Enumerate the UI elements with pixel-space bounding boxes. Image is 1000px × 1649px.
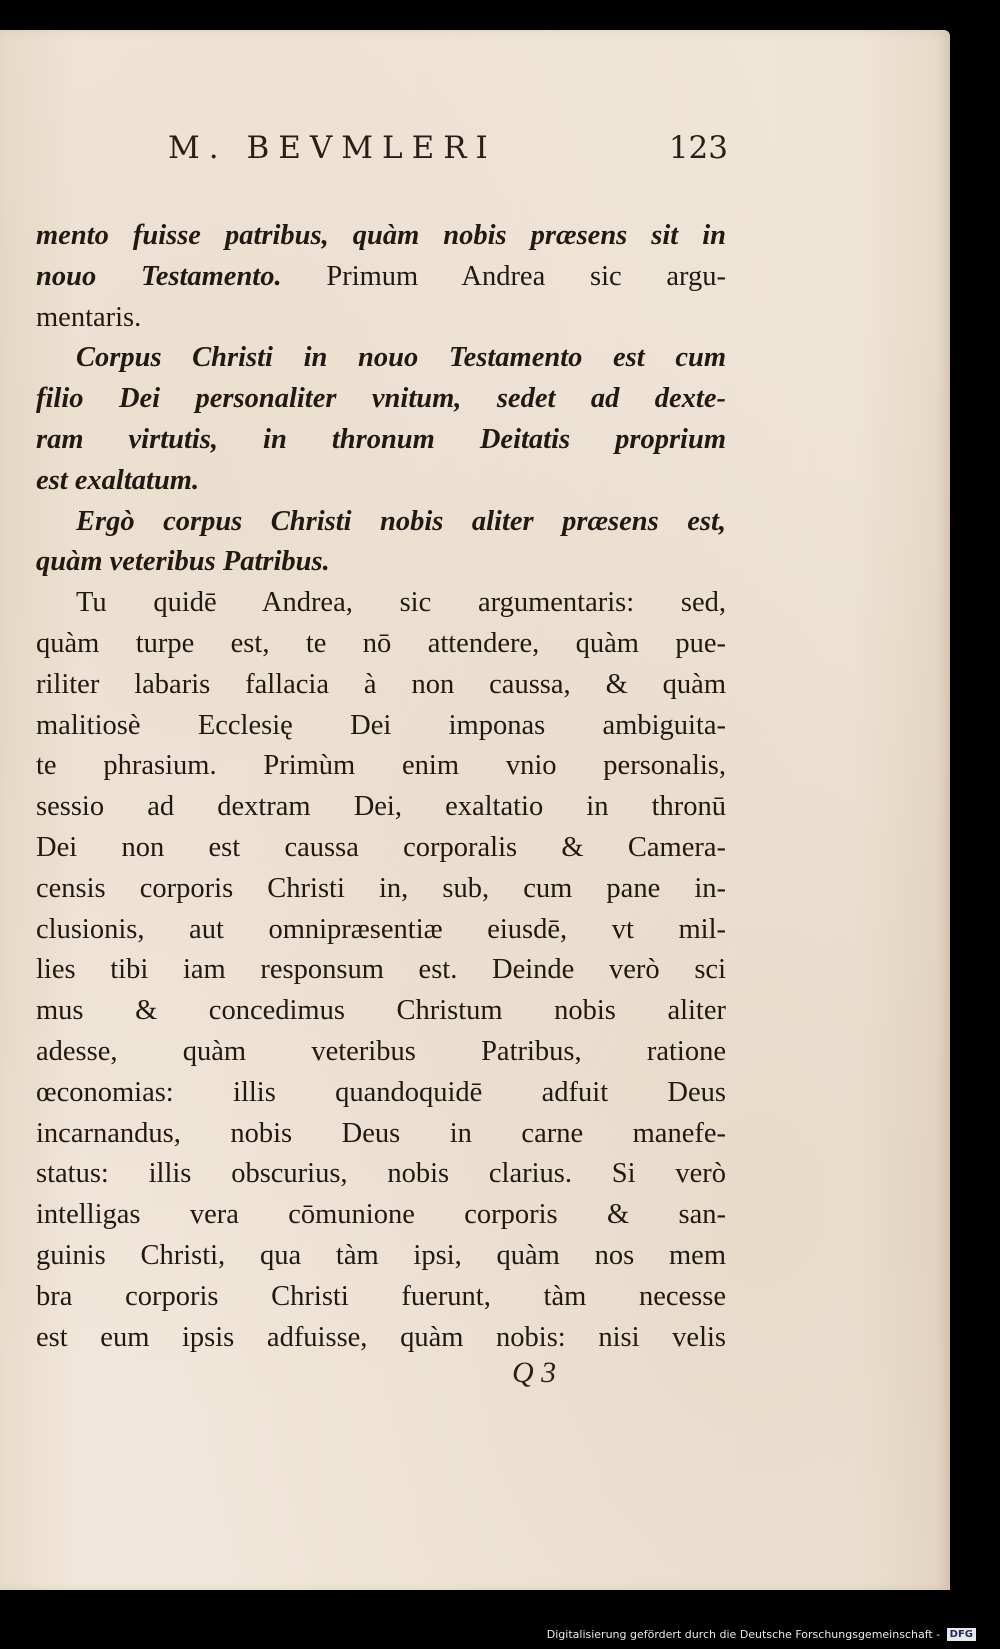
text-line-content: guinis Christi, qua tàm ipsi, quàm nos mem <box>36 1239 726 1271</box>
text-line <box>36 1236 726 1277</box>
text-line-content: filio Dei personaliter vnitum, sedet ad dexte- <box>36 383 726 415</box>
text-line <box>36 542 726 583</box>
text-line <box>36 787 726 828</box>
text-line-content: lies tibi iam responsum est. Deinde verò sci <box>36 954 726 986</box>
text-line-content: Corpus Christi in nouo Testamento est cum <box>76 342 726 374</box>
text-line <box>36 706 726 747</box>
text-line <box>36 624 726 665</box>
text-line <box>36 379 726 420</box>
text-line-content: quàm turpe est, te nō attendere, quàm pue- <box>36 627 726 659</box>
page-number: 123 <box>668 130 728 166</box>
text-line <box>36 1154 726 1195</box>
text-line-content: censis corporis Christi in, sub, cum pane in- <box>36 872 726 904</box>
text-line-content: quàm veteribus Patribus. <box>36 546 330 578</box>
text-line-content: intelligas vera cōmunione corporis & san- <box>36 1199 726 1231</box>
text-line <box>36 665 726 706</box>
text-line-content: ram virtutis, in thronum Deitatis proprium <box>36 423 726 455</box>
text-line <box>36 298 726 339</box>
text-line-content: mento fuisse patribus, quàm nobis præsens sit in <box>36 220 726 251</box>
text-line-continuation: Primum Andrea sic argu- <box>281 260 726 292</box>
text-line-content: status: illis obscurius, nobis clarius. Si verò <box>36 1158 726 1190</box>
text-line <box>36 338 726 379</box>
book-page <box>0 30 950 1590</box>
text-line <box>36 1073 726 1114</box>
text-line-content: Ergò corpus Christi nobis aliter præsens est, <box>76 505 726 537</box>
text-line <box>36 991 726 1032</box>
text-line-content: malitiosè Ecclesię Dei imponas ambiguita- <box>36 709 726 741</box>
text-line <box>36 869 726 910</box>
text-line-content: nouo Testamento. <box>36 260 282 292</box>
text-line-content: adesse, quàm veteribus Patribus, ratione <box>36 1035 726 1067</box>
text-line-content: clusionis, aut omnipræsentiæ eiusdē, vt mil- <box>36 913 726 945</box>
text-line-content: est eum ipsis adfuisse, quàm nobis: nisi velis <box>36 1321 726 1353</box>
text-line-content: sessio ad dextram Dei, exaltatio in thronū <box>36 791 726 823</box>
text-line <box>36 950 726 991</box>
text-line <box>36 746 726 787</box>
text-line-content: bra corporis Christi fuerunt, tàm necesse <box>36 1280 726 1312</box>
text-line-content: Dei non est caussa corporalis & Camera- <box>36 831 726 863</box>
body-text <box>36 216 726 1358</box>
text-line-content: Tu quidē Andrea, sic argumentaris: sed, <box>76 587 726 619</box>
text-line <box>36 420 726 461</box>
text-line <box>36 216 726 257</box>
text-line-content: incarnandus, nobis Deus in carne manefe- <box>36 1117 726 1149</box>
text-line-content: mentaris. <box>36 301 142 333</box>
catchword: Q 3 <box>512 1356 557 1389</box>
text-line <box>36 461 726 502</box>
text-line-content: mus & concedimus Christum nobis aliter <box>36 995 726 1027</box>
text-line <box>36 1318 726 1359</box>
page-header <box>168 130 728 180</box>
running-head: M. BEVMLERI <box>168 130 497 166</box>
text-line <box>36 1277 726 1318</box>
text-line <box>36 583 726 624</box>
text-line-content: te phrasium. Primùm enim vnio personalis, <box>36 750 726 782</box>
digitization-credit <box>547 1628 976 1642</box>
credit-text: Digitalisierung gefördert durch die Deutsche Forschungsgemeinschaft - <box>546 1627 941 1641</box>
text-line <box>36 1114 726 1155</box>
text-line-content: est exaltatum. <box>36 464 200 496</box>
text-line <box>36 910 726 951</box>
text-line-content: œconomias: illis quandoquidē adfuit Deus <box>36 1076 726 1108</box>
text-line <box>36 257 726 298</box>
dfg-logo: DFG <box>947 1628 976 1641</box>
text-line-content: riliter labaris fallacia à non caussa, & quàm <box>36 668 726 700</box>
text-line <box>36 1032 726 1073</box>
text-line <box>36 1195 726 1236</box>
text-line <box>36 828 726 869</box>
text-line <box>36 502 726 543</box>
